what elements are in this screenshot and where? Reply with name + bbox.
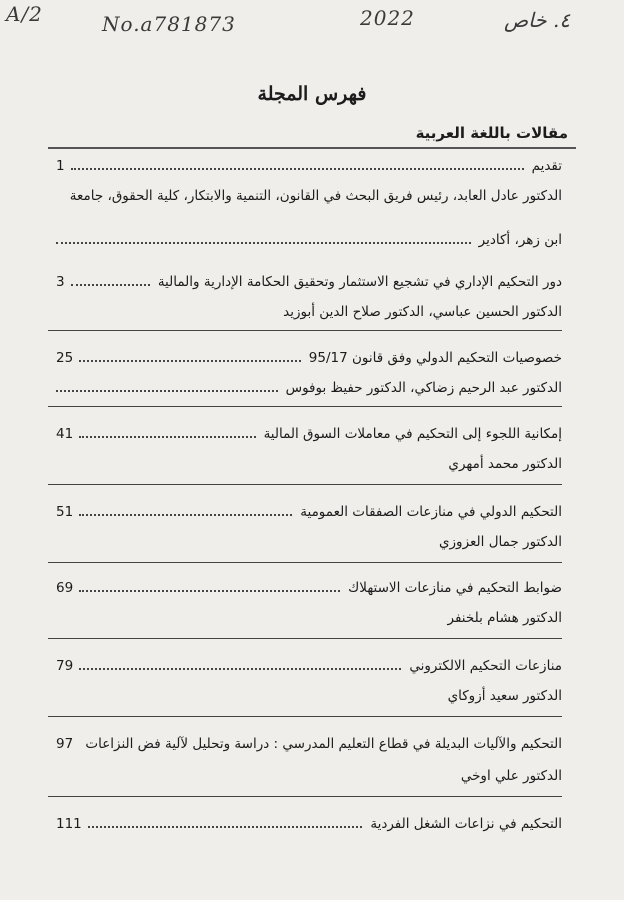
toc-entry-page: 41 <box>56 426 74 442</box>
toc-entry <box>48 810 562 838</box>
toc-entry-page: 51 <box>56 504 74 520</box>
heading-rule <box>48 147 576 149</box>
toc-entry <box>48 574 562 602</box>
toc-entry-author: الدكتور عبد الرحيم زضاكي، الدكتور حفيظ بوفوس <box>285 380 562 396</box>
section-heading: مقالات باللغة العربية <box>415 124 568 142</box>
toc-entry <box>48 344 562 372</box>
toc-entry-author: الدكتور محمد أمهري <box>448 456 562 472</box>
toc-entry <box>48 730 562 758</box>
toc-entry-title: دور التحكيم الإداري في تشجيع الاستثمار وتحقيق الحكامة الإدارية والمالية <box>157 274 562 290</box>
dot-leader <box>79 586 340 592</box>
toc-entry <box>48 152 562 180</box>
toc-entry-page: 79 <box>56 658 74 674</box>
toc-entry-title: خصوصيات التحكيم الدولي وفق قانون 95/17 <box>308 350 562 366</box>
toc-entry-page: 3 <box>56 274 65 290</box>
entry-divider <box>48 796 562 797</box>
toc-entry-title: منازعات التحكيم الالكتروني <box>409 658 562 674</box>
toc-entry <box>48 420 562 448</box>
toc-entry <box>48 268 562 296</box>
toc-entry-page: 1 <box>56 158 65 174</box>
dot-leader <box>79 664 401 670</box>
toc-entry-author: الدكتور سعيد أزوكاي <box>447 688 562 704</box>
dot-leader <box>56 238 471 244</box>
dot-leader <box>71 164 524 170</box>
toc-entry-page: 69 <box>56 580 74 596</box>
entry-divider <box>48 562 562 563</box>
handwritten-year: 2022 <box>360 6 415 30</box>
toc-entry-page: 25 <box>56 350 74 366</box>
handwritten-ref-number: No.a781873 <box>102 12 236 36</box>
entry-divider <box>48 638 562 639</box>
toc-entry-page: 111 <box>56 816 82 832</box>
toc-entry-author: ابن زهر، أكادير <box>478 232 562 248</box>
toc-entry-title: التحكيم في نزاعات الشغل الفردية <box>370 816 562 832</box>
dot-leader <box>79 510 292 516</box>
toc-entry-title: التحكيم الدولي في منازعات الصفقات العمومية <box>300 504 562 520</box>
toc-entry-author: الدكتور هشام بلخنفر <box>447 610 562 626</box>
toc-entry <box>48 652 562 680</box>
entry-divider <box>48 716 562 717</box>
toc-entry-author: الدكتور علي اوخي <box>460 768 562 784</box>
toc-entry-title: إمكانية اللجوء إلى التحكيم في معاملات السوق المالية <box>263 426 562 442</box>
handwritten-note: ٤. خاص <box>504 8 571 32</box>
dot-leader <box>79 432 255 438</box>
dot-leader <box>79 356 301 362</box>
toc-entry-author: الدكتور عادل العابد، رئيس فريق البحث في القانون، التنمية والابتكار، كلية الحقوق، جامعة <box>69 188 562 204</box>
dot-leader <box>71 280 150 286</box>
toc-entry-page: 97 <box>56 736 74 752</box>
toc-entry-author: الدكتور الحسين عباسي، الدكتور صلاح الدين أبوزيد <box>283 304 562 320</box>
entry-divider <box>48 484 562 485</box>
entry-divider <box>48 406 562 407</box>
toc-entry <box>48 498 562 526</box>
toc-entry-title: تقديم <box>531 158 562 174</box>
toc-entry-title: التحكيم والآليات البديلة في قطاع التعليم المدرسي : دراسة وتحليل لآلية فض النزاعات <box>85 736 562 752</box>
dot-leader <box>56 386 278 392</box>
toc-entry-author: الدكتور جمال العزوزي <box>438 534 562 550</box>
handwritten-code: A/2 <box>6 2 43 26</box>
dot-leader <box>88 822 363 828</box>
toc-entry-title: ضوابط التحكيم في منازعات الاستهلاك <box>348 580 562 596</box>
entry-divider <box>48 330 562 331</box>
page-title: فهرس المجلة <box>257 83 367 105</box>
